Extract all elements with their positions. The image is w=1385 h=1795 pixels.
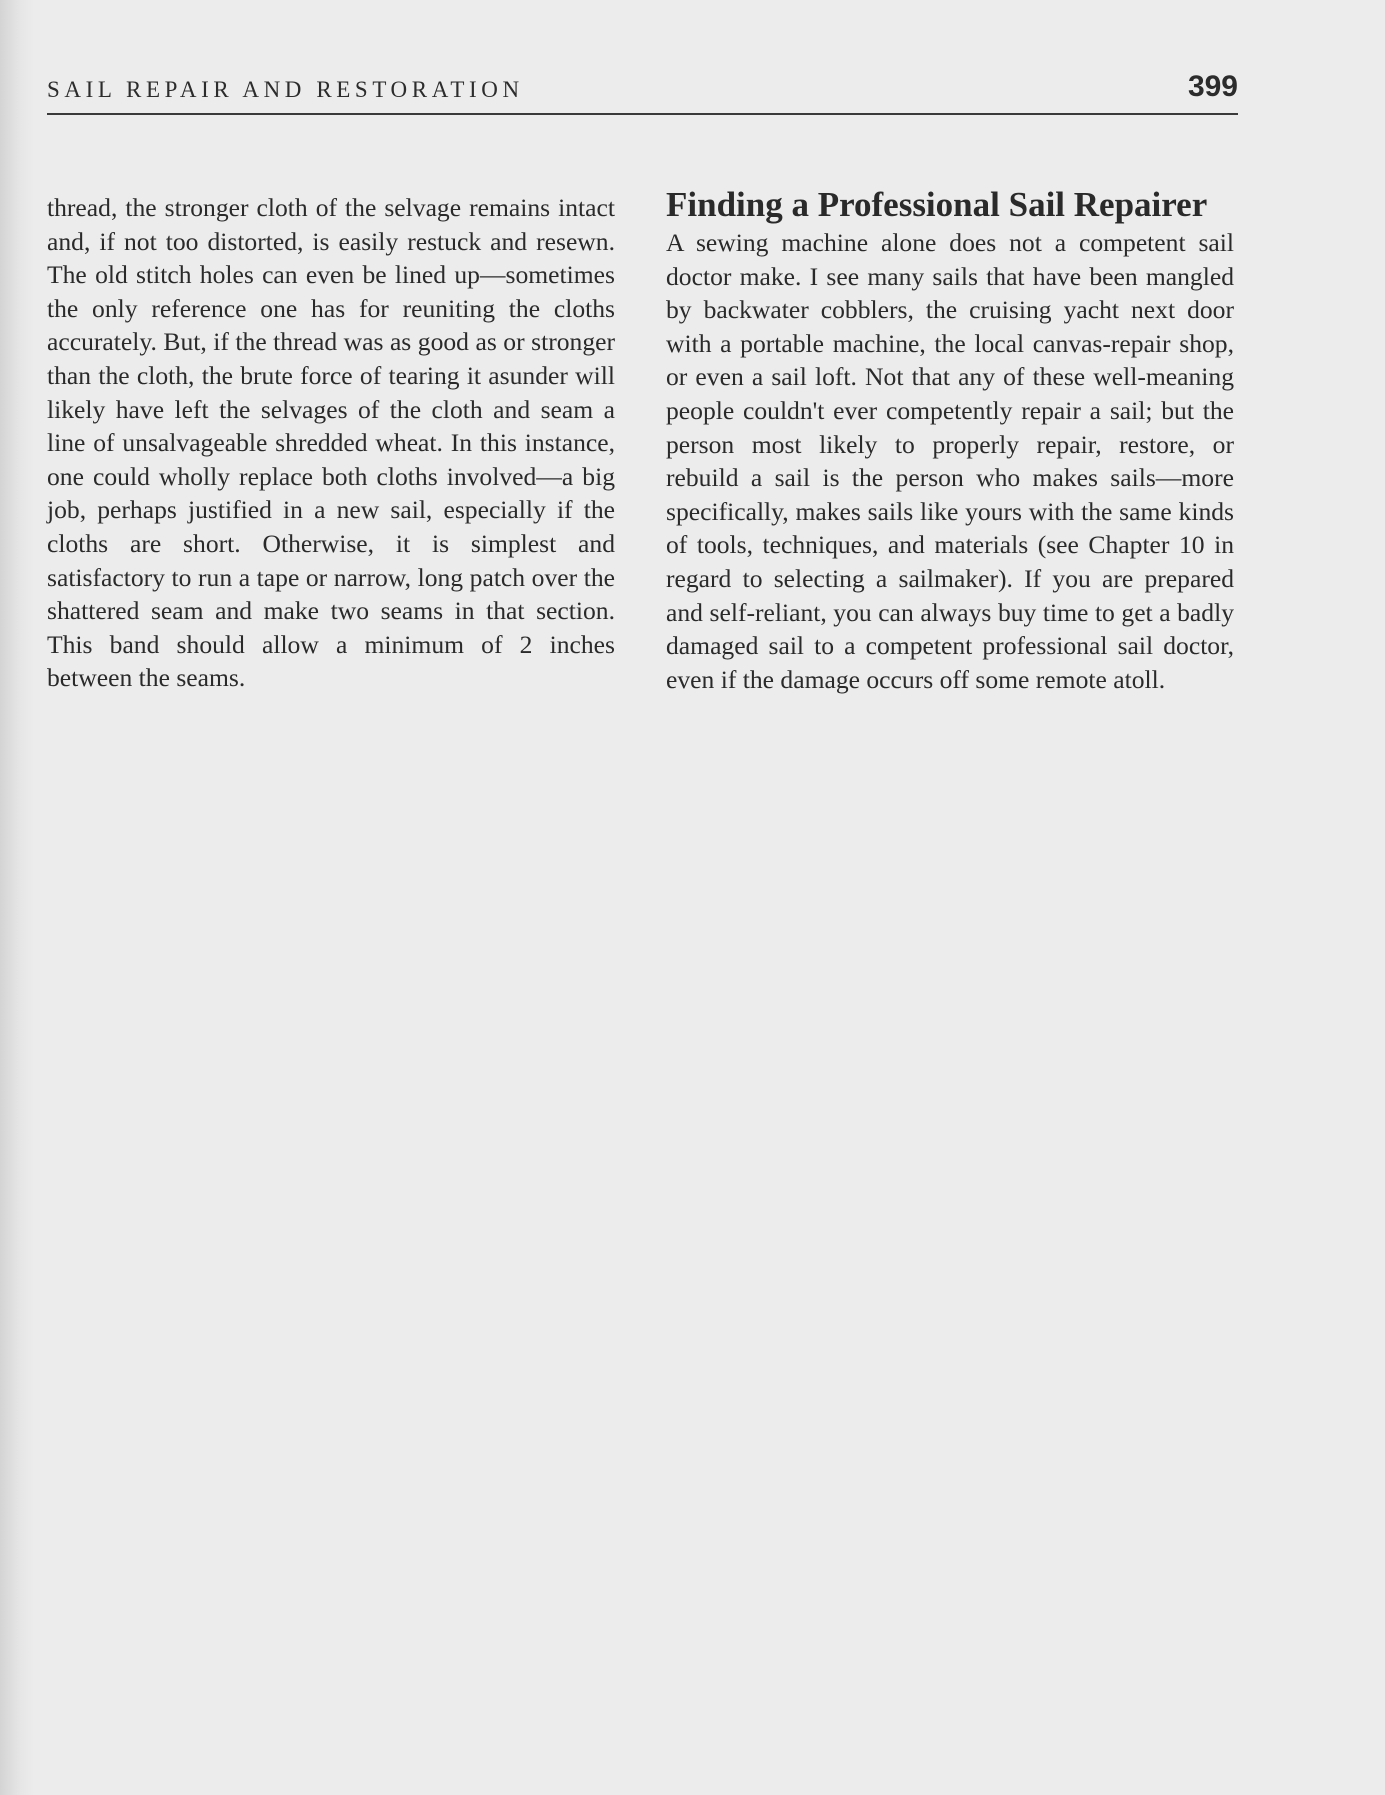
- section-heading: Finding a Professional Sail Repairer: [666, 185, 1208, 224]
- body-paragraph: thread, the stronger cloth of the selvage remains intact and, if not too distorted, is easily restuck and resewn. The old stitch holes can even be lined up—sometimes the only reference one has for reuniting the cloths accurately. But, if the thread was as good as or stronger than the cloth, the brute force of tearing it asunder will likely have left the selvages of the cloth and seam a line of unsalvageable shredded wheat. In this instance, one could wholly replace both cloths involved—a big job, perhaps justified in a new sail, especially if the cloths are short. Otherwise, it is simplest and satisfactory to run a tape or narrow, long patch over the shattered seam and make two seams in that section. This band should allow a minimum of 2 inches between the seams.: [47, 193, 615, 693]
- body-paragraph: A sewing machine alone does not a competent sail doctor make. I see many sails that have been mangled by backwater cobblers, the cruising yacht next door with a portable machine, the local canvas-repair shop, or even a sail loft. Not that any of these well-meaning people couldn't ever competently repair a sail; but the person most likely to properly repair, restore, or rebuild a sail is the person who makes sails—more specifically, makes sails like yours with the same kinds of tools, techniques, and materials (see Chapter 10 in regard to selecting a sailmaker). If you are prepared and self-reliant, you can always buy time to get a badly damaged sail to a competent professional sail doctor, even if the damage occurs off some remote atoll.: [666, 228, 1234, 694]
- page-gutter-shadow: [0, 0, 34, 1795]
- page-number: 399: [1187, 70, 1238, 103]
- header-rule: [47, 113, 1238, 115]
- left-column: [47, 191, 615, 695]
- right-column: [666, 184, 1234, 696]
- running-title: SAIL REPAIR AND RESTORATION: [47, 77, 524, 102]
